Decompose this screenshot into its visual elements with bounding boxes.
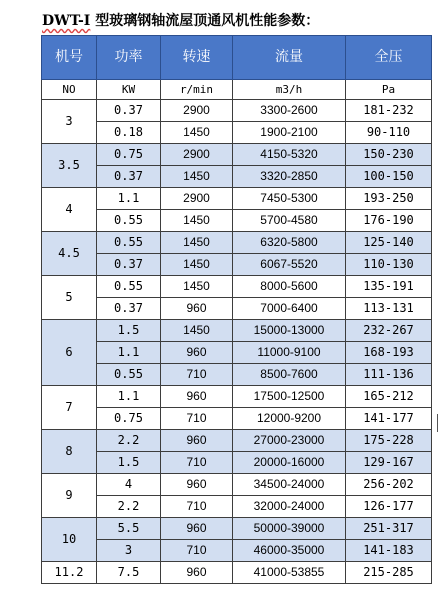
table-row [42,342,432,364]
cell-pressure: 193-250 [346,188,432,210]
header-model-no: 机号 [42,36,97,80]
cell-airflow: 4150-5320 [233,144,346,166]
cell-power: 0.55 [97,364,161,386]
unit-airflow: m3/h [233,80,346,100]
cell-speed: 1450 [161,210,233,232]
cell-power: 0.37 [97,100,161,122]
cell-power: 0.75 [97,408,161,430]
cell-airflow: 46000-35000 [233,540,346,562]
cell-pressure: 110-130 [346,254,432,276]
cell-speed: 1450 [161,276,233,298]
cell-pressure: 126-177 [346,496,432,518]
cell-power: 1.1 [97,188,161,210]
cell-pressure: 168-193 [346,342,432,364]
cell-model-no: 10 [42,518,97,562]
table-row [42,166,432,188]
cell-speed: 1450 [161,254,233,276]
cell-model-no: 5 [42,276,97,320]
table-row [42,408,432,430]
cell-airflow: 12000-9200 [233,408,346,430]
cell-airflow: 3320-2850 [233,166,346,188]
cell-speed: 1450 [161,320,233,342]
header-speed: 转速 [161,36,233,80]
table-row [42,144,432,166]
cell-power: 5.5 [97,518,161,540]
cell-airflow: 11000-9100 [233,342,346,364]
cell-airflow: 8500-7600 [233,364,346,386]
table-row [42,254,432,276]
cell-speed: 960 [161,518,233,540]
table-row [42,474,432,496]
cell-pressure: 141-177 [346,408,432,430]
cell-speed: 710 [161,452,233,474]
document-title [42,10,319,30]
cell-airflow: 34500-24000 [233,474,346,496]
table-row [42,496,432,518]
unit-no: NO [42,80,97,100]
unit-rpm: r/min [161,80,233,100]
title-prefix: DWT-I [42,13,91,29]
cell-pressure: 141-183 [346,540,432,562]
fan-performance-table [41,35,432,584]
cell-model-no: 3 [42,100,97,144]
cell-power: 1.5 [97,452,161,474]
table-row [42,100,432,122]
cell-airflow: 50000-39000 [233,518,346,540]
cell-pressure: 256-202 [346,474,432,496]
cell-power: 4 [97,474,161,496]
cell-speed: 2900 [161,100,233,122]
cell-pressure: 176-190 [346,210,432,232]
table-row [42,188,432,210]
cell-speed: 960 [161,430,233,452]
cell-speed: 2900 [161,144,233,166]
table-row [42,430,432,452]
cell-airflow: 41000-53855 [233,562,346,584]
cell-power: 2.2 [97,496,161,518]
cell-speed: 710 [161,408,233,430]
cell-speed: 960 [161,298,233,320]
cell-airflow: 1900-2100 [233,122,346,144]
cell-model-no: 6 [42,320,97,386]
unit-kw: KW [97,80,161,100]
cell-airflow: 3300-2600 [233,100,346,122]
cell-pressure: 90-110 [346,122,432,144]
cell-speed: 1450 [161,122,233,144]
cell-airflow: 6320-5800 [233,232,346,254]
header-power: 功率 [97,36,161,80]
cell-airflow: 27000-23000 [233,430,346,452]
cell-airflow: 17500-12500 [233,386,346,408]
cell-model-no: 4 [42,188,97,232]
cell-power: 3 [97,540,161,562]
cell-airflow: 7000-6400 [233,298,346,320]
cell-power: 1.1 [97,342,161,364]
table-row [42,320,432,342]
cell-model-no: 3.5 [42,144,97,188]
cell-speed: 710 [161,496,233,518]
unit-pa: Pa [346,80,432,100]
table-row [42,210,432,232]
table-row [42,518,432,540]
cell-pressure: 129-167 [346,452,432,474]
cell-model-no: 9 [42,474,97,518]
cell-pressure: 175-228 [346,430,432,452]
cell-power: 1.5 [97,320,161,342]
cell-pressure: 251-317 [346,518,432,540]
cell-pressure: 113-131 [346,298,432,320]
table-row [42,452,432,474]
cell-speed: 960 [161,562,233,584]
cell-pressure: 111-136 [346,364,432,386]
title-main: 型玻璃钢轴流屋顶通风机性能参数： [90,13,320,29]
cell-pressure: 150-230 [346,144,432,166]
cell-speed: 710 [161,540,233,562]
cell-model-no: 7 [42,386,97,430]
cell-speed: 960 [161,386,233,408]
table-row [42,364,432,386]
cell-speed: 2900 [161,188,233,210]
cell-power: 0.55 [97,276,161,298]
table-header-row [42,36,432,80]
cell-power: 2.2 [97,430,161,452]
cell-airflow: 7450-5300 [233,188,346,210]
cell-power: 0.37 [97,166,161,188]
table-row [42,232,432,254]
cell-airflow: 5700-4580 [233,210,346,232]
table-row [42,298,432,320]
cell-model-no: 8 [42,430,97,474]
cell-pressure: 215-285 [346,562,432,584]
cell-pressure: 135-191 [346,276,432,298]
cell-pressure: 232-267 [346,320,432,342]
cell-speed: 710 [161,364,233,386]
cell-pressure: 165-212 [346,386,432,408]
table-units-row [42,80,432,100]
cell-airflow: 8000-5600 [233,276,346,298]
cell-power: 0.18 [97,122,161,144]
cell-power: 0.37 [97,254,161,276]
cell-speed: 960 [161,474,233,496]
page-edge-mark [437,414,443,432]
cell-model-no: 4.5 [42,232,97,276]
cell-power: 1.1 [97,386,161,408]
header-airflow: 流量 [233,36,346,80]
cell-speed: 1450 [161,232,233,254]
table-row [42,386,432,408]
cell-pressure: 181-232 [346,100,432,122]
table-row [42,122,432,144]
cell-speed: 960 [161,342,233,364]
header-pressure: 全压 [346,36,432,80]
cell-power: 7.5 [97,562,161,584]
cell-airflow: 6067-5520 [233,254,346,276]
cell-airflow: 15000-13000 [233,320,346,342]
cell-speed: 1450 [161,166,233,188]
cell-power: 0.37 [97,298,161,320]
cell-model-no: 11.2 [42,562,97,584]
cell-pressure: 125-140 [346,232,432,254]
table-body [42,100,432,584]
table-row [42,540,432,562]
cell-pressure: 100-150 [346,166,432,188]
cell-power: 0.55 [97,210,161,232]
table-row [42,276,432,298]
cell-airflow: 32000-24000 [233,496,346,518]
cell-power: 0.55 [97,232,161,254]
cell-power: 0.75 [97,144,161,166]
table-row [42,562,432,584]
cell-airflow: 20000-16000 [233,452,346,474]
